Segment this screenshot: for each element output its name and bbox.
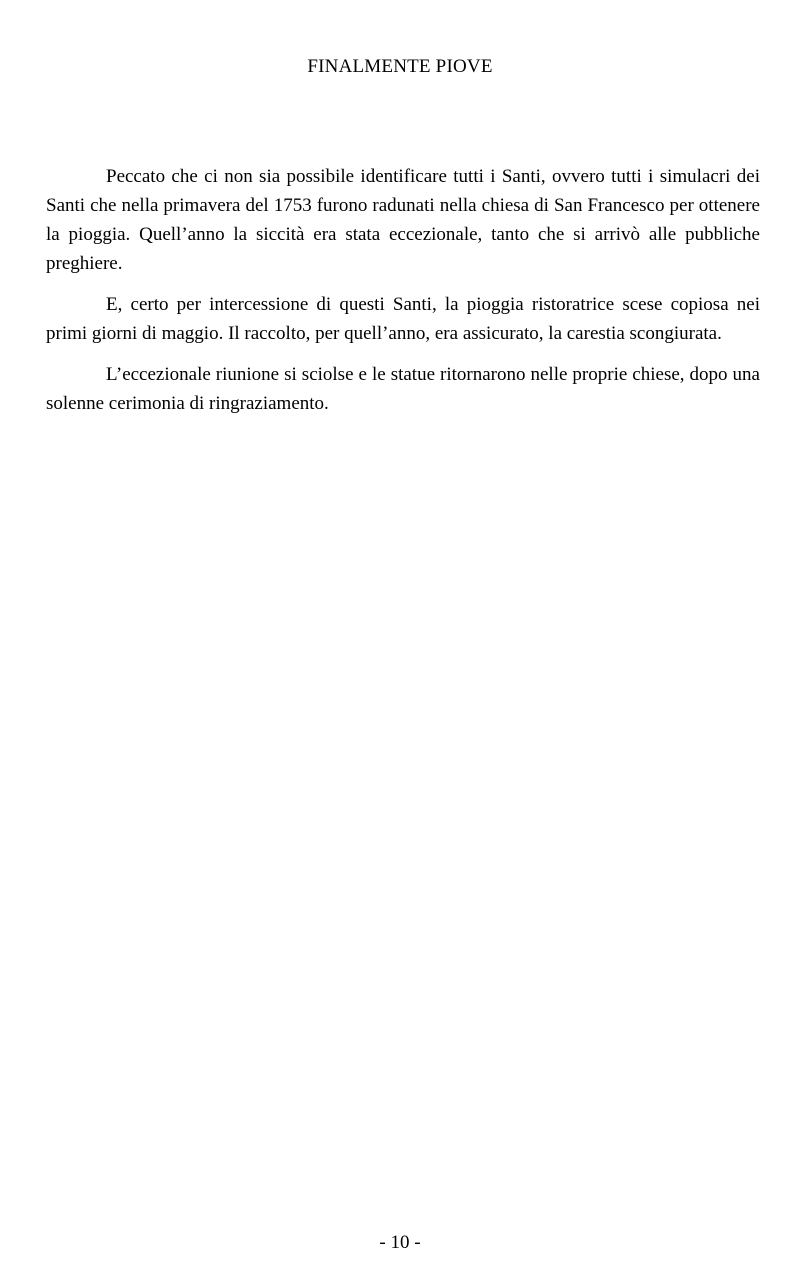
page-number: - 10 - (379, 1232, 421, 1253)
running-title: FINALMENTE PIOVE (307, 56, 493, 77)
paragraph: L’eccezionale riunione si sciolse e le statue ritornarono nelle proprie chiese, dopo una solenne cerimonia di ringraziamento. (46, 364, 760, 414)
paragraph: E, certo per intercessione di questi Santi, la pioggia ristoratrice scese copiosa nei primi giorni di maggio. Il raccolto, per quell’anno, era assicurato, la carestia scongiurata. (46, 294, 760, 344)
body-text (46, 162, 760, 430)
paragraph: Peccato che ci non sia possibile identificare tutti i Santi, ovvero tutti i simulacri dei Santi che nella primavera del 1753 furono radunati nella chiesa di San Francesco per ottenere la pioggia. Quell’anno la siccità era stata eccezionale, tanto che si arrivò alle pubbliche preghiere. (46, 166, 760, 274)
